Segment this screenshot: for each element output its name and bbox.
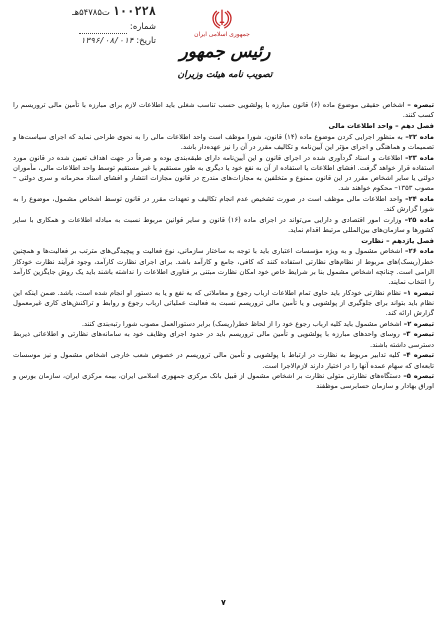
paragraph bbox=[13, 288, 434, 319]
number-label: شماره bbox=[132, 22, 156, 32]
number-blank bbox=[79, 25, 127, 34]
paragraph bbox=[13, 153, 434, 194]
clause-label: ماده ۲۴– bbox=[405, 194, 434, 203]
date-value: ۱۳۹۶/۰۸/۰۱۴ bbox=[80, 36, 134, 45]
clause-text: روسای واحدهای مبارزه با پولشویی و تأمین مالی تروریسم باید در حدود اجرای وظایف خود به سامانه‌های نظارتی و اطلاعاتی ذیربط دسترسی داشته باشند. bbox=[13, 330, 434, 349]
clause-text: کلیه تدابیر مربوط به نظارت در ارتباط با پولشویی و تأمین مالی تروریسم در خصوص شعب خارجی اشخاص مشمول و نیز موسسات تابعه‌ای که سهام عمده آنها را در اختیار دارند لازم‌الاجرا است. bbox=[13, 351, 434, 370]
letter-number: ۱۰۰۲۲۸ bbox=[112, 4, 156, 18]
chapter-heading: فصل یازدهم – نظارت bbox=[361, 236, 434, 245]
paragraph bbox=[13, 371, 434, 391]
clause-text: اطلاعات و اسناد گردآوری شده در اجرای قانون و این آیین‌نامه دارای طبقه‌بندی بوده و صرفاً در جهت اهداف تعیین شده در قانون مورد استفاده قرار خواهد گرفت. افشای اطلاعات یا استفاده از آن به نفع خود یا دیگری به طور مستقیم یا غیر مستقیم توسط واحد اطلاعات مالی، مأموران دولتی یا سایر اشخاص مقرر در این قانون ممنوع و متخلفین به مجازات‌های مندرج در قانون مجازات انتشار و افشای اسناد محرمانه و سری دولتی – مصوب ۱۳۵۳– محکوم خواهند شد. bbox=[13, 153, 434, 193]
clause-label: ماده ۲۲– bbox=[405, 132, 434, 141]
letter-reference-block: ۱۰۰۲۲۸ ت۵۴۷۸۵هـ شماره: تاریخ: ۱۳۹۶/۰۸/۰۱۴ bbox=[72, 4, 156, 46]
paragraph bbox=[13, 319, 434, 329]
clause-text: اشخاص حقیقی موضوع ماده (۶) قانون مبارزه با پولشویی حسب تناسب شغلی باید اطلاعات لازم برای مبارزه با تأمین مالی تروریسم را کسب کنند. bbox=[13, 101, 434, 120]
clause-text: اشخاص مشمول و به ویژه مؤسسات اعتباری باید با توجه به ساختار سازمانی، نوع فعالیت و پیچیدگی‌های مترتب بر فعالیت‌ها و همچنین خطر(ریسک)های مربوط از نظام‌های نظارتی استفاده کنند که کافی، جامع و کارآمد باشد. برای اجرای نظارت کارآمد، وجود فرآیند نظارت خودکار الزامی است. چنانچه اشخاص مشمول بنا بر شرایط خاص خود امکان نظارت مبتنی بر فناوری اطلاعات را نداشته باشند باید یک روش جایگزین کارآمد را انتخاب نمایند. bbox=[13, 247, 434, 286]
clause-text: نظام نظارتی خودکار باید حاوی تمام اطلاعات ارباب رجوع و معاملاتی که به نفع و یا به دستور او انجام شده است، باشد. ضمن اینکه این نظام باید بتواند برای جلوگیری از پولشویی و یا تأمین مالی تروریسم نسبت به فعالیت عملیاتی ارباب رجوع و روابط و تراکنش‌های کاری غیرمعمول گزارش ارائه کند. bbox=[13, 288, 434, 318]
country-name: جمهوری اسلامی ایران bbox=[194, 31, 250, 38]
clause-label: ماده ۲۳– bbox=[405, 153, 434, 162]
paragraph bbox=[13, 215, 434, 235]
paragraph bbox=[13, 246, 434, 287]
clause-text: وزارت امور اقتصادی و دارایی می‌تواند در اجرای ماده (۱۶) قانون و سایر قوانین مربوط نسبت به مبادله اطلاعات و همکاری با سایر کشورها و سازمان‌های بین‌المللی مرتبط اقدام نماید. bbox=[13, 215, 434, 234]
clause-text: به منظور اجرایی کردن موضوع ماده (۱۴) قانون، شورا موظف است واحد اطلاعات مالی را به نحوی طراحی نماید که اجرای سیاست‌ها و تصمیمات و هماهنگی و اجرای مؤثر این آیین‌نامه و تکالیف مقرر در آن را نیز عهده‌دار باشد. bbox=[13, 132, 434, 151]
paragraph bbox=[13, 329, 434, 349]
clause-label: تبصره ۵– bbox=[403, 372, 434, 381]
page-number: ۷ bbox=[221, 598, 226, 607]
clause-text: دستگاه‌های نظارتی متولی نظارت بر اشخاص مشمول از قبیل بانک مرکزی جمهوری اسلامی ایران، بیمه مرکزی ایران، سازمان بورس و اوراق بهادار و سازمان حسابرسی موظفند bbox=[13, 372, 434, 391]
letterhead-emblem-block bbox=[181, 8, 263, 38]
clause-label: ماده ۲۶– bbox=[405, 247, 434, 256]
letter-reference-code: ت۵۴۷۸۵هـ bbox=[72, 8, 110, 18]
office-title: رئیس جمهور bbox=[179, 42, 271, 62]
clause-label: تبصره – bbox=[407, 101, 435, 109]
clause-label: تبصره ۱– bbox=[403, 288, 434, 297]
iran-emblem-icon bbox=[211, 8, 233, 30]
clause-text: اشخاص مشمول باید کلیه ارباب رجوع خود را از لحاظ خطر(ریسک) برابر دستورالعمل مصوب شورا رتبه‌بندی کنند. bbox=[81, 319, 404, 328]
clause-label: تبصره ۲– bbox=[403, 319, 434, 328]
paragraph bbox=[13, 194, 434, 214]
clause-label: تبصره ۳– bbox=[402, 330, 434, 339]
chapter-heading: فصل دهم – واحد اطلاعات مالی bbox=[328, 121, 434, 130]
clause-text: واحد اطلاعات مالی موظف است در صورت تشخیص عدم انجام تکالیف و تعهدات مقرر در قانون توسط اشخاص مشمول، موضوع را به شورا گزارش کند. bbox=[13, 194, 434, 214]
paragraph bbox=[13, 100, 434, 120]
paragraph bbox=[13, 132, 434, 152]
date-label: تاریخ bbox=[139, 36, 156, 46]
decree-body bbox=[13, 100, 434, 392]
decree-title: تصویب نامه هیئت وزیران bbox=[177, 70, 273, 80]
paragraph bbox=[13, 350, 434, 370]
clause-label: تبصره ۴– bbox=[402, 351, 434, 360]
clause-label: ماده ۲۵– bbox=[404, 215, 434, 224]
